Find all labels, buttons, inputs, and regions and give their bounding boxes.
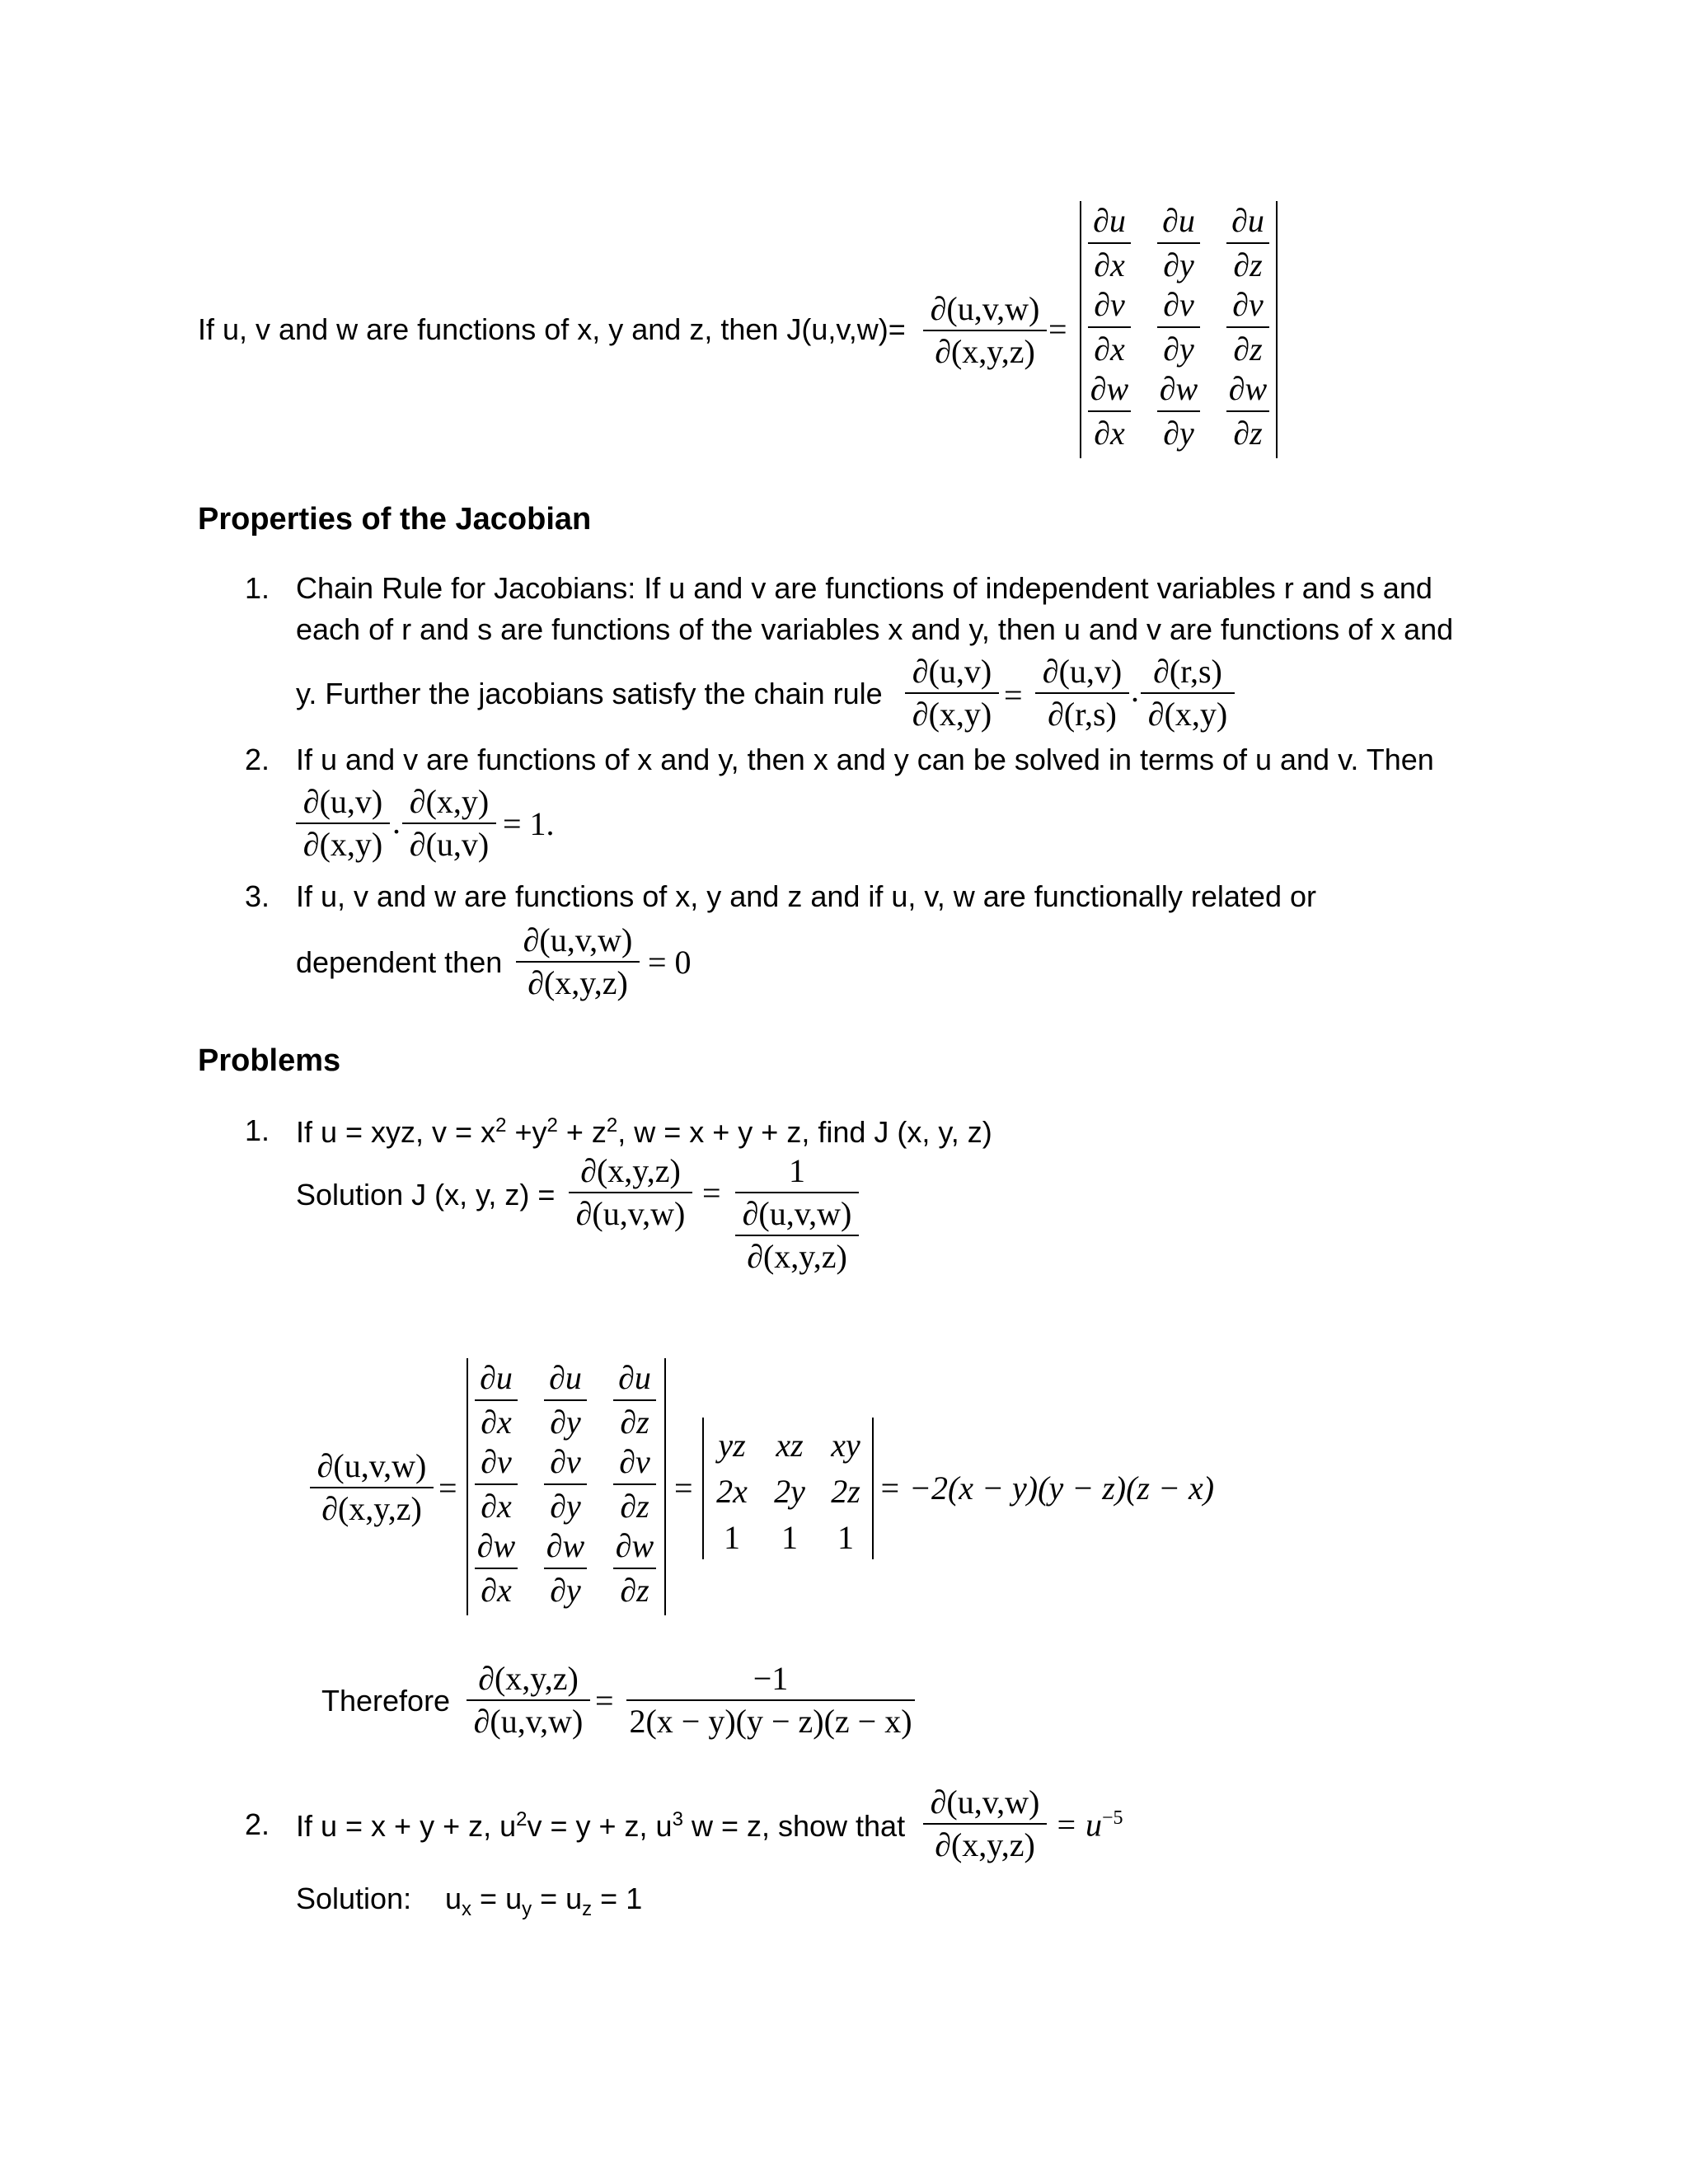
inverse-fraction-b: ∂(x,y) ∂(u,v): [402, 783, 496, 864]
partial-u-x: ∂u ∂x: [471, 1360, 521, 1441]
inner-fraction: ∂(u,v,w) ∂(x,y,z): [735, 1195, 859, 1276]
determinant-right-bar: [1276, 201, 1278, 458]
therefore-lhs-fraction: ∂(x,y,z) ∂(u,v,w): [467, 1660, 590, 1741]
fraction-numerator: ∂(u,v,w): [930, 290, 1040, 327]
equals-sign: =: [1048, 311, 1067, 348]
dependence-result: = 0: [648, 944, 692, 981]
reciprocal-fraction: [735, 1152, 859, 1276]
det-cell: 1: [837, 1519, 854, 1556]
partial-u-z: ∂u ∂z: [1223, 203, 1273, 284]
inverse-fraction-a: ∂(u,v) ∂(x,y): [296, 783, 390, 864]
partial-w-z: ∂w ∂z: [1223, 371, 1273, 452]
dot-operator: .: [392, 804, 401, 841]
partial-v-z: ∂v ∂z: [1223, 287, 1273, 368]
therefore-label: Therefore: [321, 1684, 451, 1718]
property-3-line2: dependent then: [296, 945, 503, 979]
partial-w-x: ∂w ∂x: [1085, 371, 1134, 452]
list-number: 3.: [245, 879, 270, 913]
dot-operator: .: [1131, 672, 1139, 709]
chain-rule-lhs-fraction: ∂(u,v) ∂(x,y): [905, 653, 999, 733]
det-cell: 2y: [774, 1473, 805, 1510]
partial-v-z: ∂v ∂z: [610, 1444, 659, 1525]
determinant-right-bar: [664, 1358, 666, 1615]
equals-sign: =: [438, 1469, 457, 1507]
solution-label: Solution:: [296, 1882, 412, 1915]
property-1-line2: each of r and s are functions of the variables x and y, then u and v are functions of x and: [296, 612, 1454, 646]
partial-w-x: ∂w ∂x: [471, 1528, 521, 1609]
properties-heading: Properties of the Jacobian: [198, 502, 592, 537]
equals-sign: =: [1004, 677, 1023, 714]
partial-w-y: ∂w ∂y: [541, 1528, 590, 1609]
property-1-line1: Chain Rule for Jacobians: If u and v are functions of independent variables r and s and: [296, 571, 1432, 605]
list-number: 2.: [245, 1807, 270, 1841]
partial-u-z: ∂u ∂z: [610, 1360, 659, 1441]
chain-rule-fraction-a: ∂(u,v) ∂(r,s): [1035, 653, 1129, 733]
problems-heading: Problems: [198, 1043, 341, 1078]
det-cell: xy: [831, 1427, 860, 1464]
fraction-denominator: ∂(x,y,z): [935, 333, 1035, 370]
list-number: 2.: [245, 743, 270, 776]
problem-2-statement: If u = x + y + z, $u^2v = y + z$, $u^3$ w = z, show that: [296, 1808, 906, 1843]
equals-sign: =: [674, 1469, 693, 1507]
jacobian-uvw-fraction: ∂(u,v,w) ∂(x,y,z): [310, 1447, 434, 1528]
list-number: 1.: [245, 1113, 270, 1147]
list-number: 1.: [245, 571, 270, 605]
det-cell: 1: [781, 1519, 798, 1556]
solution-label: Solution J (x, y, z) =: [296, 1178, 556, 1212]
property-2-line1: If u and v are functions of x and y, then x and y can be solved in terms of u and v. Then: [296, 743, 1434, 776]
dependence-fraction: ∂(u,v,w) ∂(x,y,z): [516, 921, 640, 1002]
partial-u-y: ∂u ∂y: [541, 1360, 590, 1441]
partials-equal-one: $u_x = u_y = u_z = 1$: [445, 1882, 643, 1921]
det-cell: xz: [776, 1427, 804, 1464]
partial-w-y: ∂w ∂y: [1154, 371, 1203, 452]
problem-1-statement: If u = xyz, $v = x^2 +y^2 + z^2$, w = x + y + z, find J (x, y, z): [296, 1114, 992, 1149]
jacobian-xyz-fraction: ∂(x,y,z) ∂(u,v,w): [569, 1152, 692, 1233]
property-1-line3: y. Further the jacobians satisfy the chain rule: [296, 677, 883, 710]
determinant-right-bar: [872, 1418, 874, 1559]
determinant-left-bar: [1080, 201, 1081, 458]
equals-sign: =: [702, 1174, 721, 1212]
equals-sign: =: [595, 1682, 614, 1719]
partial-v-x: ∂v ∂x: [471, 1444, 521, 1525]
determinant-left-bar: [467, 1358, 468, 1615]
problem-2-rhs: = $u^{-5}$: [1055, 1806, 1123, 1844]
fraction-bar: [923, 330, 1047, 331]
therefore-rhs-fraction: −1 2(x − y)(y − z)(z − x): [626, 1660, 915, 1741]
partial-v-x: ∂v ∂x: [1085, 287, 1134, 368]
det-cell: yz: [718, 1427, 746, 1464]
det-cell: 2z: [831, 1473, 860, 1510]
inverse-result: = 1.: [503, 805, 555, 842]
det-cell: 2x: [716, 1473, 748, 1510]
determinant-left-bar: [702, 1418, 704, 1559]
partial-u-y: ∂u ∂y: [1154, 203, 1203, 284]
partial-u-x: ∂u ∂x: [1085, 203, 1134, 284]
partial-w-z: ∂w ∂z: [610, 1528, 659, 1609]
partial-v-y: ∂v ∂y: [1154, 287, 1203, 368]
fraction-bar: [735, 1192, 859, 1193]
partial-v-y: ∂v ∂y: [541, 1444, 590, 1525]
property-3-line1: If u, v and w are functions of x, y and z and if u, v, w are functionally related or: [296, 879, 1316, 913]
intro-text: If u, v and w are functions of x, y and z, then J(u,v,w)=: [198, 312, 906, 346]
fraction-numerator: 1: [789, 1152, 805, 1189]
intro-jacobian-fraction: [923, 290, 1047, 371]
problem-2-jacobian-fraction: ∂(u,v,w) ∂(x,y,z): [923, 1783, 1047, 1864]
det-cell: 1: [724, 1519, 740, 1556]
chain-rule-fraction-b: ∂(r,s) ∂(x,y): [1141, 653, 1235, 733]
determinant-result: = −2(x − y)(y − z)(z − x): [879, 1469, 1215, 1507]
